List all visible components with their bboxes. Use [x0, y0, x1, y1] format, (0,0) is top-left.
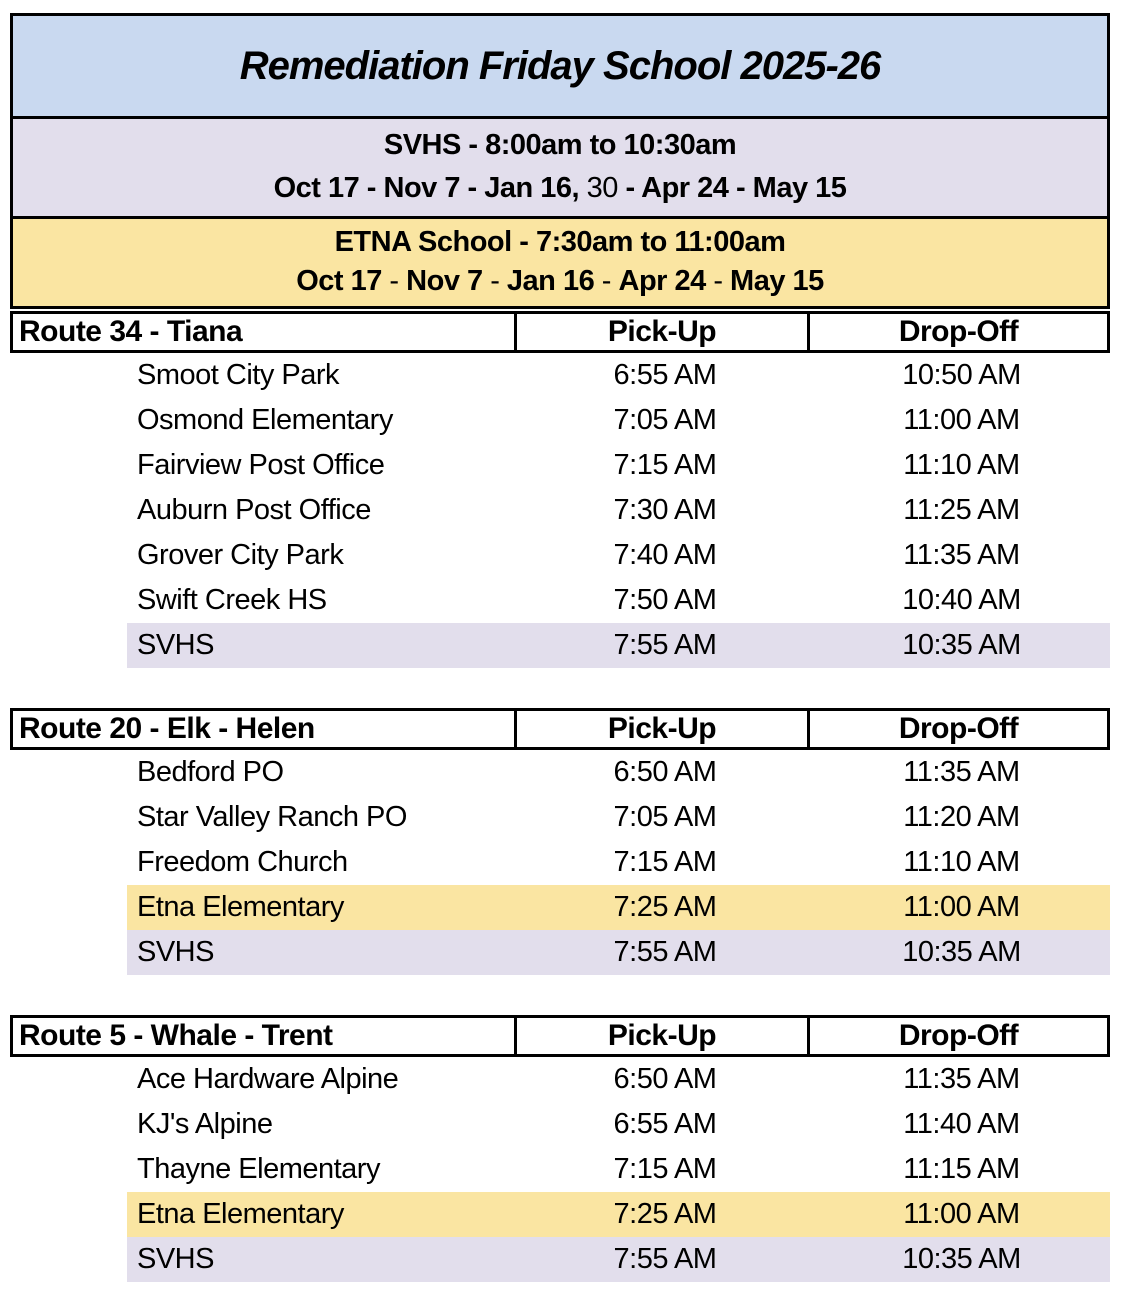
table-row: [127, 443, 1110, 488]
stop-pickup-time: 6:50 AM: [613, 756, 717, 788]
stop-pickup-time: 7:05 AM: [613, 801, 717, 833]
stop-location: SVHS: [137, 1243, 214, 1275]
pickup-column-header: Pick-Up: [517, 1018, 810, 1054]
stop-pickup-time: 7:55 AM: [613, 629, 717, 661]
table-row: [127, 623, 1110, 668]
table-row: [127, 578, 1110, 623]
route-section: [10, 708, 1110, 975]
stop-dropoff-time: 11:35 AM: [903, 1063, 1020, 1095]
date-text-run: -: [482, 265, 507, 298]
stop-location: Thayne Elementary: [137, 1153, 380, 1185]
table-row: [127, 930, 1110, 975]
pickup-column-header: Pick-Up: [517, 314, 810, 350]
stop-pickup-time: 7:15 AM: [613, 846, 717, 878]
etna-session-section: [13, 219, 1107, 306]
stop-location: Freedom Church: [137, 846, 348, 878]
stop-location: Bedford PO: [137, 756, 284, 788]
routes-container: [10, 311, 1110, 1282]
dropoff-column-header: Drop-Off: [898, 712, 1019, 745]
table-row: [127, 533, 1110, 578]
stop-dropoff-time: 11:00 AM: [903, 891, 1020, 923]
date-text-run: Nov 7: [406, 265, 483, 298]
table-row: [127, 1057, 1110, 1102]
table-row: [127, 1147, 1110, 1192]
stop-dropoff-time: 10:35 AM: [902, 936, 1021, 968]
stop-location: KJ's Alpine: [137, 1108, 273, 1140]
stop-pickup-time: 7:15 AM: [613, 449, 717, 481]
stop-location: SVHS: [137, 936, 214, 968]
svhs-session-title: SVHS - 8:00am to 10:30am: [383, 129, 737, 162]
stop-location: Etna Elementary: [137, 891, 344, 923]
table-row: [127, 750, 1110, 795]
stop-pickup-time: 7:40 AM: [613, 539, 717, 571]
date-text-run: -: [594, 265, 619, 298]
stop-dropoff-time: 11:00 AM: [903, 1198, 1020, 1230]
stop-location: Smoot City Park: [137, 359, 339, 391]
stop-pickup-time: 7:55 AM: [613, 1243, 717, 1275]
stop-dropoff-time: 11:15 AM: [903, 1153, 1020, 1185]
route-name: Route 34 - Tiana: [13, 314, 517, 350]
stop-dropoff-time: 10:40 AM: [902, 584, 1021, 616]
route-section: [10, 1015, 1110, 1282]
date-text-run: -: [381, 265, 407, 298]
route-header-row: [10, 708, 1110, 750]
stop-location: Ace Hardware Alpine: [137, 1063, 399, 1095]
title-section: [13, 16, 1107, 119]
stop-pickup-time: 7:50 AM: [613, 584, 717, 616]
svhs-session-dates: [274, 173, 847, 205]
stop-dropoff-time: 11:40 AM: [903, 1108, 1020, 1140]
etna-session-dates: [296, 266, 824, 298]
stop-pickup-time: 6:55 AM: [613, 1108, 717, 1140]
stop-pickup-time: 7:30 AM: [613, 494, 717, 526]
stop-location: Etna Elementary: [137, 1198, 344, 1230]
stop-dropoff-time: 11:10 AM: [903, 846, 1020, 878]
stop-location: SVHS: [137, 629, 214, 661]
schedule-sheet: [10, 13, 1110, 1282]
etna-session-title: ETNA School - 7:30am to 11:00am: [334, 225, 786, 258]
stop-dropoff-time: 11:00 AM: [903, 404, 1020, 436]
stop-pickup-time: 7:55 AM: [613, 936, 717, 968]
table-row: [127, 353, 1110, 398]
stop-dropoff-time: 11:35 AM: [903, 539, 1020, 571]
route-section: [10, 311, 1110, 668]
svhs-session-section: [13, 119, 1107, 219]
stop-pickup-time: 7:25 AM: [613, 891, 717, 923]
stop-location: Swift Creek HS: [137, 584, 327, 616]
stops-list: [10, 750, 1110, 975]
dropoff-column-header: Drop-Off: [898, 1019, 1019, 1052]
stop-pickup-time: 7:15 AM: [613, 1153, 717, 1185]
date-text-run: May 15: [730, 265, 824, 298]
stop-location: Grover City Park: [137, 539, 344, 571]
stop-dropoff-time: 11:35 AM: [903, 756, 1020, 788]
date-text-run: 30: [586, 172, 618, 205]
date-text-run: Oct 17: [296, 265, 382, 298]
stop-dropoff-time: 11:20 AM: [903, 801, 1020, 833]
table-row: [127, 1102, 1110, 1147]
date-text-run: Jan 16: [506, 265, 595, 298]
stop-location: Auburn Post Office: [137, 494, 371, 526]
stop-pickup-time: 7:05 AM: [613, 404, 717, 436]
date-text-run: Oct 17 - Nov 7 - Jan 16,: [273, 172, 587, 205]
table-row: [127, 885, 1110, 930]
stop-pickup-time: 7:25 AM: [613, 1198, 717, 1230]
table-row: [127, 1192, 1110, 1237]
stop-pickup-time: 6:50 AM: [613, 1063, 717, 1095]
table-row: [127, 488, 1110, 533]
dropoff-column-header: Drop-Off: [898, 315, 1019, 348]
stops-list: [10, 1057, 1110, 1282]
stop-dropoff-time: 10:35 AM: [902, 1243, 1021, 1275]
table-row: [127, 1237, 1110, 1282]
table-row: [127, 840, 1110, 885]
banner-box: [10, 13, 1110, 309]
stop-location: Osmond Elementary: [137, 404, 393, 436]
route-name: Route 5 - Whale - Trent: [13, 1018, 517, 1054]
route-name: Route 20 - Elk - Helen: [13, 711, 517, 747]
stop-location: Fairview Post Office: [137, 449, 385, 481]
date-text-run: - Apr 24 - May 15: [617, 172, 847, 205]
date-text-run: Apr 24: [618, 265, 706, 298]
table-row: [127, 398, 1110, 443]
route-header-row: [10, 311, 1110, 353]
stop-dropoff-time: 10:50 AM: [902, 359, 1021, 391]
stops-list: [10, 353, 1110, 668]
table-row: [127, 795, 1110, 840]
stop-dropoff-time: 10:35 AM: [902, 629, 1021, 661]
pickup-column-header: Pick-Up: [517, 711, 810, 747]
stop-pickup-time: 6:55 AM: [613, 359, 717, 391]
stop-dropoff-time: 11:25 AM: [903, 494, 1020, 526]
page-title: Remediation Friday School 2025-26: [239, 43, 881, 88]
stop-dropoff-time: 11:10 AM: [903, 449, 1020, 481]
date-text-run: -: [705, 265, 731, 298]
stop-location: Star Valley Ranch PO: [137, 801, 407, 833]
route-header-row: [10, 1015, 1110, 1057]
